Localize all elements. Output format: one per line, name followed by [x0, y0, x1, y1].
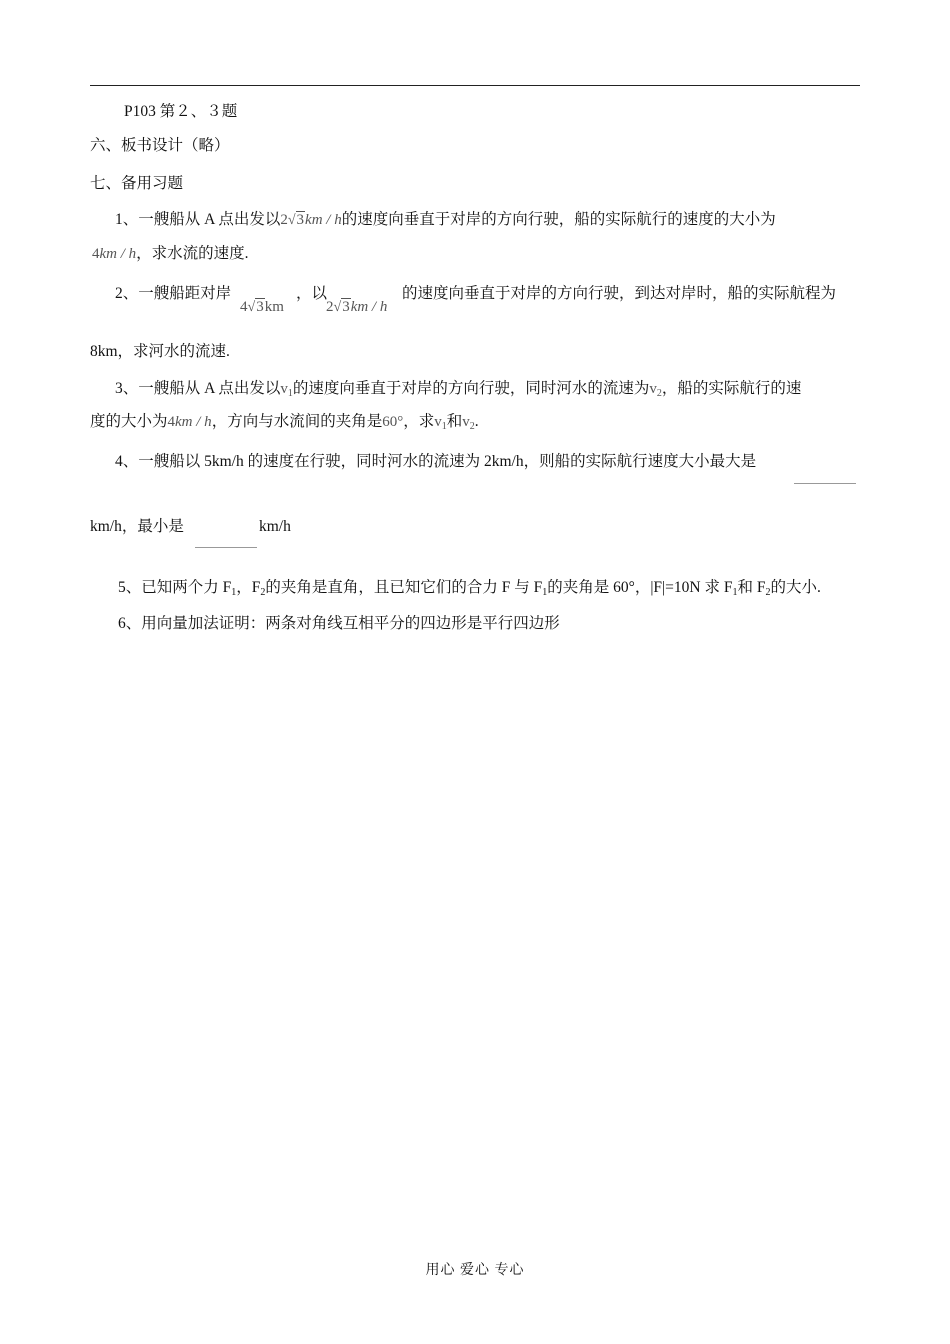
- question-4-line-1: 4、一艘船以 5km/h 的速度在行驶，同时河水的流速为 2km/h，则船的实际航行速度大小最大是: [115, 453, 757, 470]
- q3-speed-num: 4: [167, 414, 176, 430]
- q5-text-d: 的夹角是 60°，|F|=10N 求 F: [547, 579, 733, 596]
- sqrt-symbol-icon: √: [333, 300, 342, 315]
- q3-v2-letter: v: [649, 381, 657, 397]
- q3-v1: [280, 381, 293, 397]
- q1-text-b: 的速度向垂直于对岸的方向行驶，船的实际航行的速度的大小为: [341, 211, 776, 228]
- q1-text-a: 1、一艘船从 A 点出发以: [115, 211, 281, 228]
- q1-sqrt: [288, 209, 305, 232]
- sqrt-symbol-icon: √: [287, 213, 296, 228]
- q3-text-c: ，船的实际航行的速: [661, 380, 802, 397]
- q5-f1-subscript-2: 1: [542, 587, 548, 598]
- q2-distance-radicand: 3: [256, 299, 264, 315]
- q3-v2: [649, 381, 662, 397]
- q3-v2-subscript: 2: [656, 388, 662, 399]
- q5-text-f: 的大小.: [770, 579, 821, 596]
- header-rule: [90, 85, 860, 86]
- q4-max-answer-blank[interactable]: [794, 483, 856, 484]
- sqrt-symbol-icon: √: [247, 300, 256, 315]
- q2-speed-unit: km / h: [350, 299, 388, 315]
- q2-distance-unit: km: [264, 299, 284, 315]
- q1-radicand: 3: [296, 212, 305, 228]
- question-1-line-2: [92, 243, 249, 265]
- q5-f1-subscript-3: 1: [732, 587, 738, 598]
- q3-text-b: 的速度向垂直于对岸的方向行驶，同时河水的流速为: [292, 380, 650, 397]
- q5-text-e: 和 F: [737, 579, 766, 596]
- q3-angle: 60°: [382, 414, 404, 430]
- q1-speed-coef: 2: [280, 212, 288, 228]
- q3-text-h: .: [474, 413, 479, 430]
- q1-text-d: ，求水流的速度.: [136, 245, 249, 262]
- q5-f1-subscript: 1: [231, 587, 237, 598]
- q5-text-c: 的夹角是直角，且已知它们的合力 F 与 F: [265, 579, 543, 596]
- header-reference: P103 第２、３题: [124, 103, 238, 120]
- q4-text-b: km/h，最小是: [90, 518, 184, 535]
- q3-v1-ref: [434, 414, 447, 430]
- section-7-heading: 七、备用习题: [90, 175, 184, 192]
- q2-speed-coef: 2: [326, 299, 334, 315]
- q3-text-a: 3、一艘船从 A 点出发以: [115, 380, 281, 397]
- q2-text-a: 2、一艘船距对岸: [115, 285, 232, 302]
- question-3-line-1: [115, 378, 801, 405]
- q2-distance-expression: [240, 296, 284, 319]
- q1-actual-speed: [92, 246, 136, 262]
- q2-distance-sqrt: [248, 296, 265, 319]
- q4-text-c: km/h: [259, 518, 291, 535]
- q3-text-f: ，求: [403, 413, 435, 430]
- q5-text-a: 5、已知两个力 F: [118, 579, 232, 596]
- q3-v2-ref-letter: v: [462, 414, 470, 430]
- question-6-line: 6、用向量加法证明：两条对角线互相平分的四边形是平行四边形: [118, 615, 560, 632]
- question-1-line-1: [115, 209, 776, 232]
- q1-actual-speed-unit: km / h: [99, 246, 137, 262]
- q3-text-e: ，方向与水流间的夹角是: [211, 413, 383, 430]
- q3-speed: [168, 414, 212, 430]
- q2-text-c: 的速度向垂直于对岸的方向行驶，到达对岸时，船的实际航程为: [402, 285, 837, 302]
- q3-v1-ref-letter: v: [434, 414, 442, 430]
- q2-distance-coef: 4: [240, 299, 248, 315]
- q3-v1-subscript: 1: [287, 388, 293, 399]
- q3-text-g: 和: [446, 413, 463, 430]
- q1-actual-speed-num: 4: [92, 246, 100, 262]
- question-3-line-2: [90, 411, 479, 438]
- section-6-heading: 六、板书设计（略）: [90, 137, 230, 154]
- q3-v1-letter: v: [280, 381, 288, 397]
- q2-text-b: ，以: [296, 285, 328, 302]
- q1-speed-unit: km / h: [305, 212, 342, 228]
- q2-speed-sqrt: [334, 296, 351, 319]
- question-2-line-1a: [115, 283, 231, 305]
- page-footer: 用心 爱心 专心: [425, 1263, 525, 1278]
- q5-text-b: ，F: [236, 579, 261, 596]
- q5-f2-subscript-2: 2: [765, 587, 771, 598]
- q3-text-d: 度的大小为: [90, 413, 168, 430]
- q3-speed-unit: km / h: [175, 414, 212, 430]
- q1-speed-expression: [280, 212, 341, 228]
- question-2-line-2: 8km，求河水的流速.: [90, 343, 230, 360]
- q3-v1-ref-subscript: 1: [441, 421, 447, 432]
- q5-f2-subscript: 2: [260, 587, 266, 598]
- q3-v2-ref-subscript: 2: [469, 421, 475, 432]
- q3-v2-ref: [462, 414, 475, 430]
- q2-speed-radicand: 3: [342, 299, 350, 315]
- question-5-line: [118, 577, 821, 604]
- q2-speed-expression: [326, 296, 387, 319]
- q4-min-answer-blank[interactable]: [195, 547, 257, 548]
